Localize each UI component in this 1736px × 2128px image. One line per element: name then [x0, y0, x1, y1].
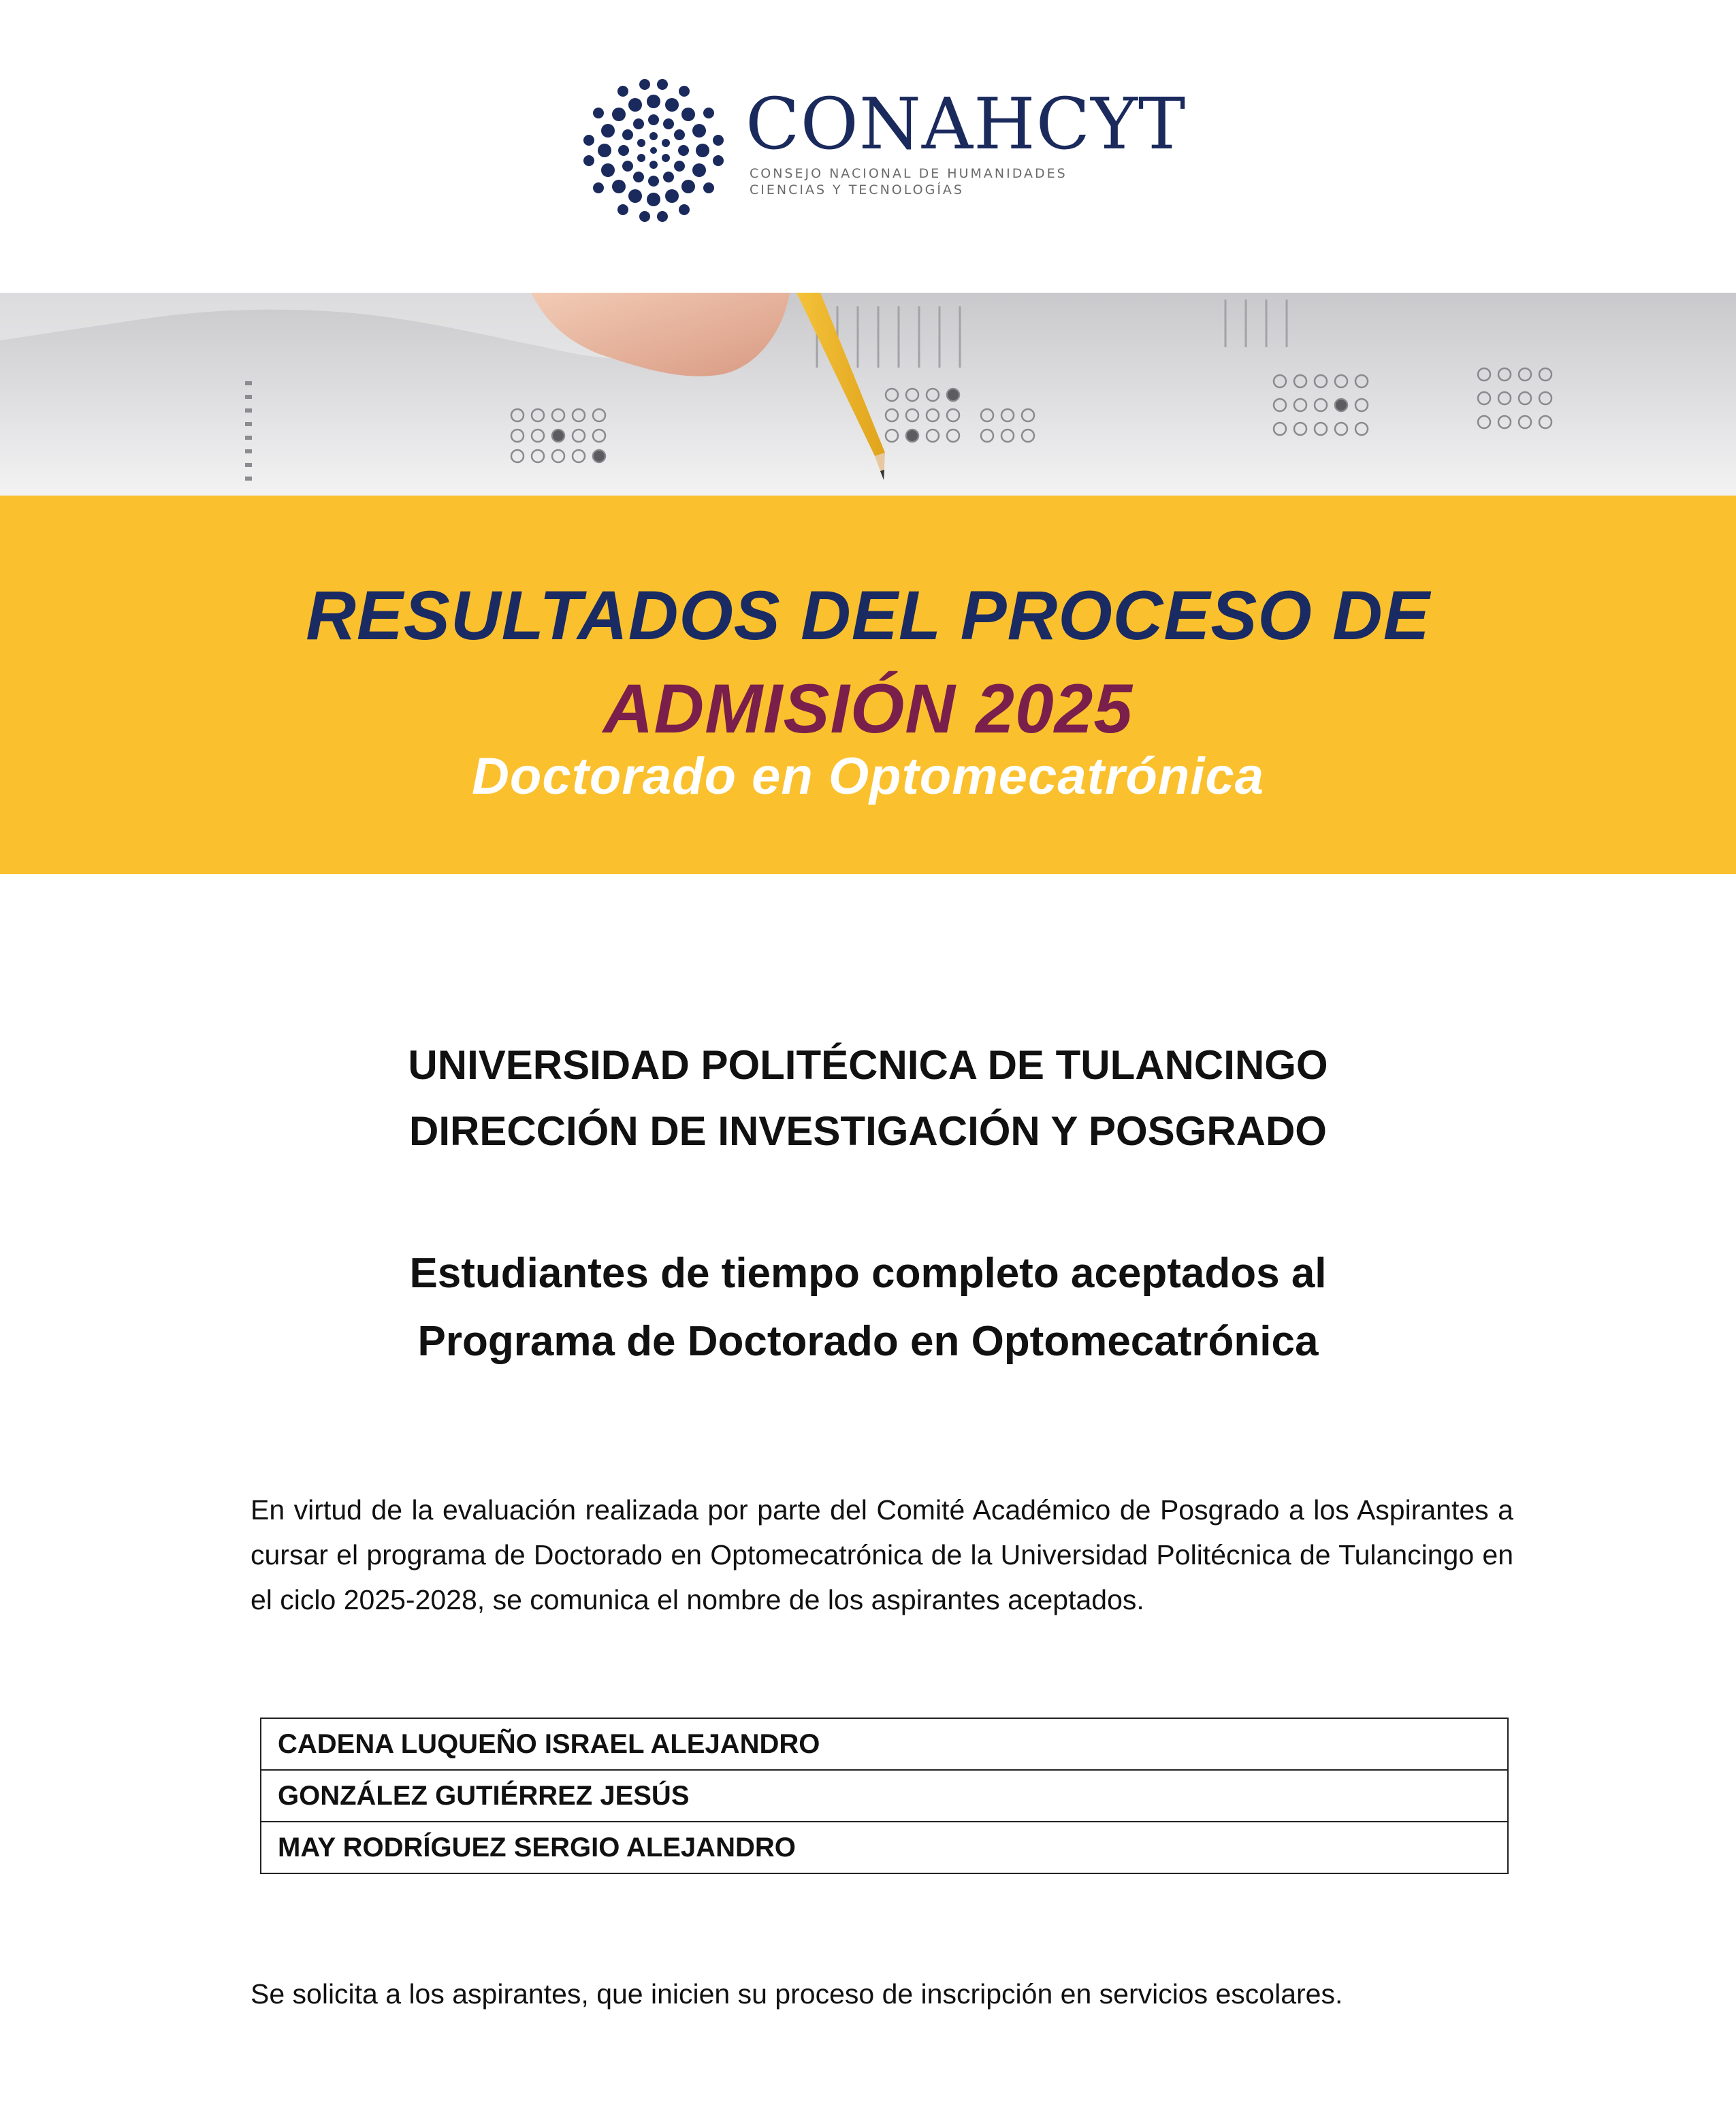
conahcyt-dots-emblem-icon — [582, 79, 725, 222]
accepted-heading-line2: Programa de Doctorado en Optomecatrónica — [417, 1318, 1319, 1365]
student-name: MAY RODRÍGUEZ SERGIO ALEJANDRO — [261, 1822, 1508, 1873]
institution-department: DIRECCIÓN DE INVESTIGACIÓN Y POSGRADO — [409, 1108, 1327, 1154]
exam-sheet-photo — [0, 293, 1736, 497]
results-banner — [0, 496, 1736, 874]
banner-title-line1: RESULTADOS DEL PROCESO DE — [306, 577, 1430, 654]
student-name: CADENA LUQUEÑO ISRAEL ALEJANDRO — [261, 1718, 1508, 1770]
banner-title-line2: ADMISIÓN 2025 — [602, 670, 1134, 747]
logo-name: CONAHCYT — [745, 82, 1187, 165]
institution-name: UNIVERSIDAD POLITÉCNICA DE TULANCINGO — [408, 1042, 1328, 1088]
table-row — [261, 1770, 1508, 1822]
logo-subtitle-line1: CONSEJO NACIONAL DE HUMANIDADES — [750, 166, 1067, 181]
table-row — [261, 1822, 1508, 1873]
banner-subtitle: Doctorado en Optomecatrónica — [472, 747, 1264, 805]
conahcyt-logo — [582, 74, 1187, 223]
accepted-heading-line1: Estudiantes de tiempo completo aceptados al — [409, 1250, 1327, 1297]
logo-subtitle-line2: CIENCIAS Y TECNOLOGÍAS — [750, 182, 964, 197]
student-name: GONZÁLEZ GUTIÉRREZ JESÚS — [261, 1770, 1508, 1822]
table-row — [261, 1718, 1508, 1770]
intro-paragraph: En virtud de la evaluación realizada por parte del Comité Académico de Posgrado a los Aspirantes a cursar el programa de Doctorado en Optomecatrónica de la Universidad Politécnica de Tulancingo en el ciclo 2025-2028, se comunica el nombre de los aspirantes aceptados. — [251, 1494, 1513, 1615]
accepted-students-table — [260, 1718, 1509, 1874]
closing-note: Se solicita a los aspirantes, que inicien su proceso de inscripción en servicios escolares. — [251, 1978, 1343, 2010]
